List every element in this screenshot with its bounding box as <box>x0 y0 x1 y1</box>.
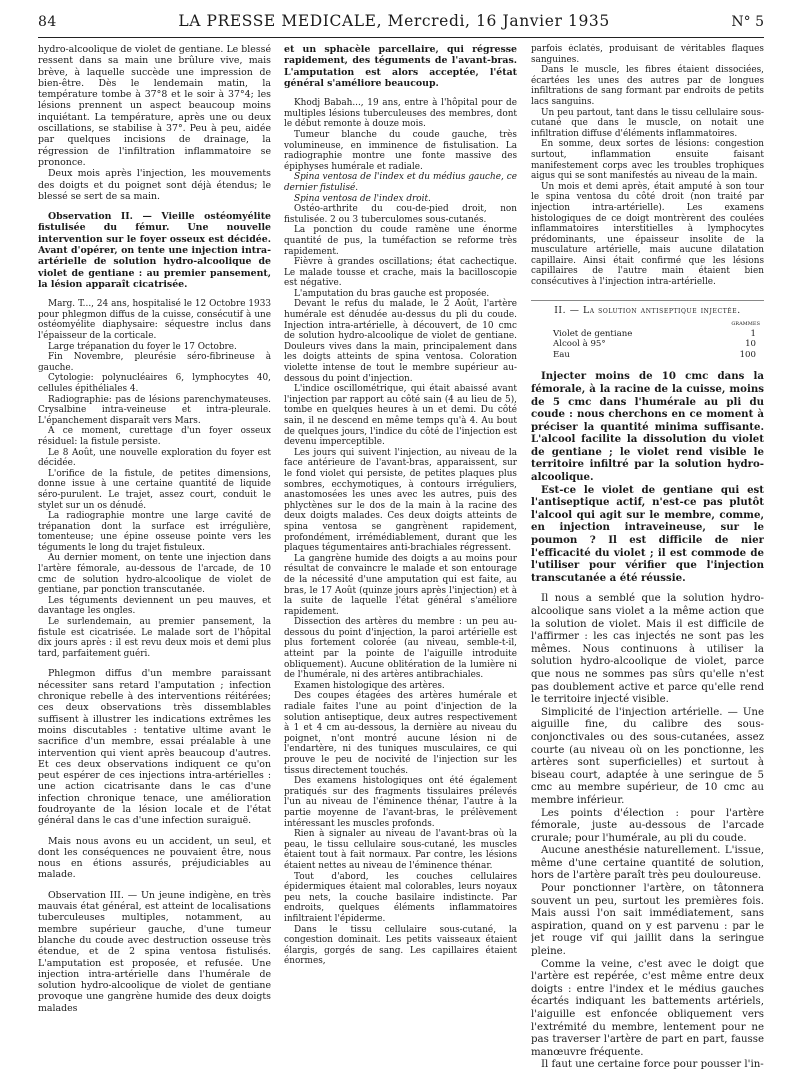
paragraph: Dans le muscle, les fibres étaient dissociées, écartées les unes des autres par de longues infiltrations de sang formant par endroits de petits lacs sanguins. <box>531 65 764 107</box>
formula-table <box>531 318 764 360</box>
paragraph: La ponction du coude ramène une énorme quantité de pus, la tuméfaction se reforme très rapidement. <box>284 225 517 257</box>
text-column-3 <box>531 44 764 1076</box>
paragraph: Deux mois après l'injection, les mouvements des doigts et du poignet sont déjà étendus; le blessé se sert de sa main. <box>38 168 271 202</box>
section-heading: II. — La solution antiseptique injectée. <box>531 300 764 316</box>
paragraph: Dissection des artères du membre : un peu au-dessous du point d'injection, la paroi artérielle est plus fortement colorée (au niveau, semble-t-il, atteint par la pointe de l'aiguille introduite obliquement). Aucune oblitération de la lumière ni de l'humérale, ni des artères antibrachiales. <box>284 617 517 681</box>
paragraph: Large trépanation du foyer le 17 Octobre. <box>48 341 237 352</box>
paragraph: Il nous a semblé que la solution hydro-alcoolique sans violet a la même action que la solution de violet. Mais il est difficile de l'affirmer : les cas injectés ne sont pas les mêmes. Nous continuons à utiliser la solution hydro-alcoolique de violet, parce que nous ne sommes pas sûrs qu'elle n'est pas doublement active et parce qu'elle rend le territoire injecté visible. <box>531 593 764 706</box>
issue-number: N° 5 <box>731 14 764 30</box>
formula-row <box>531 350 764 361</box>
paragraph: hydro-alcoolique de violet de gentiane. Le blessé ressent dans sa main une brûlure vive, mais brève, à laquelle succède une impression de bien-être. Dès le lendemain matin, la température tombe à 37°8 et le soir à 37°4; les lésions prennent un aspect beaucoup moins inquiétant. La température, après une ou deux oscillations, se stabilise à 37°. Peu à peu, aidée par quelques incisions de drainage, la régression de l'infiltration inflammatoire se prononce. <box>38 44 271 168</box>
paragraph: Tout d'abord, les couches cellulaires épidermiques étaient mal colorables, leurs noyaux peu nets, la couche basilaire indistincte. Par endroits, quelques éléments inflammatoires infiltraient l'épiderme. <box>284 871 517 924</box>
paragraph: L'orifice de la fistule, de petites dimensions, donne issue à une certaine quantité de liquide séro-purulent. Le trajet, assez court, conduit le stylet sur un os dénudé. <box>38 468 271 511</box>
text-column-2 <box>284 44 517 1076</box>
ingredient-qty: 100 <box>739 349 756 360</box>
paragraph: Examen histologique des artères. <box>294 680 445 691</box>
paragraph: Un mois et demi après, était amputé à son tour le spina ventosa du côté droit (non traité par injection intra-artérielle). Les examens histologiques de ce doigt montrèrent des coulées inflammatoires interstitielles à lymphocytes prédominants, une épaisseur insolite de la musculature artérielle, mais aucune dilatation capillaire. Ainsi était confirmé que les lésions capillaires de l'autre main étaient bien consécutives à l'injection intra-artérielle. <box>531 181 764 288</box>
observation-heading: Observation III. — Un jeune indigène, en très mauvais état général, est atteint de localisations tuberculeuses multiples, notamment, au membre supérieur gauche, d'une tumeur blanche du coude avec destruction osseuse très étendue, et de 2 spina ventosa fistulisés. L'amputation est proposée, et refusée. Une injection intra-artérielle dans l'humérale de solution hydro-alcoolique de violet de gentiane provoque une gangrène humide des deux doigts malades <box>38 889 271 1014</box>
paragraph: Des coupes étagées des artères humérale et radiale faites l'une au point d'injection de la solution antiseptique, deux autres respectivement à 1 et 4 cm au-dessous, la dernière au niveau du poignet, n'ont montré aucune lésion ni de l'endartère, ni des tuniques musculaires, ce qui prouve le peu de nocivité de l'injection sur les tissus directement touchés. <box>284 691 517 776</box>
ingredient-qty: 1 <box>750 328 756 339</box>
paragraph: et un sphacèle parcellaire, qui régresse rapidement, des téguments de l'avant-bras. L'amputation est alors acceptée, l'état général s'améliore beaucoup. <box>284 44 517 89</box>
paragraph: Mais nous avons eu un accident, un seul, et dont les conséquences ne pouvaient être, nous nous en étions assurés, préjudiciables au malade. <box>38 835 271 881</box>
journal-title <box>178 12 610 30</box>
issue-date: Mercredi, 16 Janvier 1935 <box>387 12 610 30</box>
paragraph: Un peu partout, tant dans le tissu cellulaire sous-cutané que dans le muscle, on notait une infiltration diffuse d'éléments inflammatoires. <box>531 107 764 139</box>
ingredient-name: Violet de gentiane <box>553 328 633 339</box>
paragraph: Devant le refus du malade, le 2 Août, l'artère humérale est dénudée au-dessus du pli du coude. Injection intra-artérielle, à découvert, de 10 cmc de solution hydro-alcoolique de violet de gentiane. Douleurs vives dans la main, principalement dans les doigts atteints de spina ventosa. Coloration violette intense de tout le membre supérieur au-dessous du point d'injection. <box>284 299 517 384</box>
paragraph: A ce moment, curettage d'un foyer osseux résiduel: la fistule persiste. <box>38 426 271 447</box>
paragraph: Dans le tissu cellulaire sous-cutané, la congestion dominait. Les petits vaisseaux étaient élargis, gorgés de sang. Les capillaires étaient énormes, <box>284 924 517 967</box>
paragraph: Les jours qui suivent l'injection, au niveau de la face antérieure de l'avant-bras, apparaissent, sur le fond violet qui persiste, de petites plaques plus sombres, ecchymotiques, à contours irréguliers, anastomosées les unes avec les autres, puis des phlyctènes sur le dos de la main à la racine des deux doigts malades. Ces deux doigts atteints de spina ventosa se gangrènent rapidement, profondément, irrémédiablement, durant que les plaques tégumentaires anti-brachiales régressent. <box>284 447 517 554</box>
paragraph: Fin Novembre, pleurésie séro-fibrineuse à gauche. <box>38 352 271 373</box>
paragraph: Spina ventosa de l'index droit. <box>294 193 431 204</box>
ingredient-name: Eau <box>553 349 570 360</box>
page-header <box>38 12 764 38</box>
journal-name: LA PRESSE MEDICALE, <box>178 12 383 30</box>
paragraph: Le surlendemain, au premier pansement, la fistule est cicatrisée. Le malade sort de l'hôpital dix jours après : il est revu deux mois et demi plus tard, parfaitement guéri. <box>38 617 271 659</box>
observation-heading: Observation II. — Vieille ostéomyélite fistulisée du fémur. Une nouvelle intervention sur le foyer osseux est décidée. Avant d'opérer, on tente une injection intra-artérielle de solution hydro-alcoolique de violet de gentiane : au premier pansement, la lésion apparaît cicatrisée. <box>38 211 271 290</box>
paragraph: Il faut une certaine force pour pousser l'in- <box>541 1059 764 1071</box>
paragraph: Marg. T..., 24 ans, hospitalisé le 12 Octobre 1933 pour phlegmon diffus de la cuisse, consécutif à une ostéomyélite diaphysaire: séquestre inclus dans l'épaisseur de la corticale. <box>38 299 271 342</box>
paragraph: parfois éclatés, produisant de véritables flaques sanguines. <box>531 44 764 65</box>
paragraph: La radiographie montre une large cavité de trépanation dont la surface est irrégulière, tomenteuse; une épine osseuse pointe vers les téguments le long du trajet fistuleux. <box>38 511 271 553</box>
paragraph: Rien à signaler au niveau de l'avant-bras où la peau, le tissu cellulaire sous-cutané, les muscles étaient tout à fait normaux. Par contre, les lésions étaient nettes au niveau de l'éminence thénar. <box>284 829 517 871</box>
paragraph: Le 8 Août, une nouvelle exploration du foyer est décidée. <box>38 447 271 469</box>
paragraph: Ostéo-arthrite du cou-de-pied droit, non fistulisée. 2 ou 3 tuberculomes sous-cutanés. <box>284 204 517 225</box>
paragraph: Simplicité de l'injection artérielle. — Une aiguille fine, du calibre des sous-conjonctivales ou des sous-cutanées, assez courte (au niveau où on les ponctionne, les artères sont superficielles) et surtout à biseau court, adaptée à une seringue de 5 cmc au membre supérieur, de 10 cmc au membre inférieur. <box>531 706 764 806</box>
formula-row <box>531 339 764 350</box>
paragraph: La gangrène humide des doigts a au moins pour résultat de convaincre le malade et son entourage de la nécessité d'une amputation qui est faite, au bras, le 17 Août (quinze jours après l'injection) et à la suite de laquelle l'état général s'améliore rapidement. <box>284 553 517 617</box>
paragraph: Aucune anesthésie naturellement. L'issue, même d'une certaine quantité de solution, hors de l'artère paraît très peu douloureuse. <box>531 845 764 882</box>
paragraph: Est-ce le violet de gentiane qui est l'antiseptique actif, n'est-ce pas plutôt l'alcool qui agit sur le membre, comme, en injection intraveineuse, sur le poumon ? Il est difficile de nier l'efficacité du violet ; il est commode de l'utiliser pour vérifier que l'injection transcutanée a été réussie. <box>531 483 764 584</box>
paragraph: Injecter moins de 10 cmc dans la fémorale, à la racine de la cuisse, moins de 5 cmc dans l'humérale au pli du coude : nous cherchons en ce moment à préciser la quantité minima suffisante. L'alcool facilite la dissolution du violet de gentiane ; le violet rend visible le territoire infiltré par la solution hydro-alcoolique. <box>531 370 764 484</box>
paragraph: Spina ventosa de l'index et du médius gauche, ce dernier fistulisé. <box>284 172 517 193</box>
paragraph: L'indice oscillométrique, qui était abaissé avant l'injection par rapport au côté sain (4 au lieu de 5), tombe en quelques heures à un et demi. Du côté sain, il ne descend en même temps qu'à 4. Au bout de quelques jours, l'indice du côté de l'injection est devenu imperceptible. <box>284 384 517 448</box>
paragraph: En somme, deux sortes de lésions: congestion surtout, inflammation ensuite faisant manifestement corps avec les troubles trophiques aigus qui se sont manifestés au niveau de la main. <box>531 139 764 182</box>
paragraph: Les téguments deviennent un peu mauves, et davantage les ongles. <box>38 595 271 617</box>
formula-row <box>531 329 764 340</box>
paragraph: Cytologie: polynucléaires 6, lymphocytes 40, cellules épithéliales 4. <box>38 373 271 394</box>
paragraph: Fièvre à grandes oscillations; état cachectique. Le malade tousse et crache, mais la bacilloscopie est négative. <box>284 257 517 289</box>
formula-unit: grammes <box>731 317 760 327</box>
page-number: 84 <box>38 14 57 30</box>
paragraph: L'amputation du bras gauche est proposée. <box>294 288 490 299</box>
paragraph: Khodj Babah..., 19 ans, entre à l'hôpital pour de multiples lésions tuberculeuses des membres, dont le début remonte à douze mois. <box>284 98 517 130</box>
paragraph: Pour ponctionner l'artère, on tâtonnera souvent un peu, surtout les premières fois. Mais aussi l'on sait immédiatement, sans aspiration, quand on y est parvenu : par le jet rouge vif qui jaillit dans la seringue pleine. <box>531 883 764 958</box>
paragraph: Les points d'élection : pour l'artère fémorale, juste au-dessous de l'arcade crurale; pour l'humérale, au pli du coude. <box>531 807 764 844</box>
paragraph: Radiographie: pas de lésions parenchymateuses. Crysalbine intra-veineuse et intra-pleurale. L'épanchement disparaît vers Mars. <box>38 394 271 426</box>
paragraph: Comme la veine, c'est avec le doigt que l'artère est repérée, c'est même entre deux doigts : entre l'index et le médius gauches écartés indiquant les battements artériels, l'aiguille est enfoncée obliquement vers l'extrémité du membre, lentement pour ne pas traverser l'artère de part en part, fausse manœuvre fréquente. <box>531 958 764 1058</box>
paragraph: Des examens histologiques ont été également pratiqués sur des fragments tissulaires prélevés l'un au niveau de l'éminence thénar, l'autre à la partie moyenne de l'avant-bras, le prélèvement intéressant les muscles profonds. <box>284 776 517 829</box>
paragraph: Au dernier moment, on tente une injection dans l'artère fémorale, au-dessous de l'arcade, de 10 cmc de solution hydro-alcoolique de violet de gentiane, par ponction transcutanée. <box>38 553 271 596</box>
paragraph: Phlegmon diffus d'un membre paraissant nécessiter sans retard l'amputation ; infection chronique rebelle à des interventions réitérées; ces deux observations très dissemblables suffisent à illustrer les indications extrêmes les moins discutables : tentative ultime avant le sacrifice d'un membre, essai préalable à une intervention qui vient après beaucoup d'autres. Et ces deux observations indiquent ce qu'on peut espérer de ces injections intra-artérielles : une action cicatrisante dans le cas d'une infection chronique tenace, une amélioration foudroyante de la lésion locale et de l'état général dans le cas d'une infection suraiguë. <box>38 668 271 827</box>
ingredient-name: Alcool à 95° <box>553 339 606 350</box>
ingredient-qty: 10 <box>745 339 756 350</box>
text-column-1 <box>38 44 271 1076</box>
paragraph: Tumeur blanche du coude gauche, très volumineuse, en imminence de fistulisation. La radiographie montre une fonte massive des épiphyses humérale et radiale. <box>284 129 517 172</box>
